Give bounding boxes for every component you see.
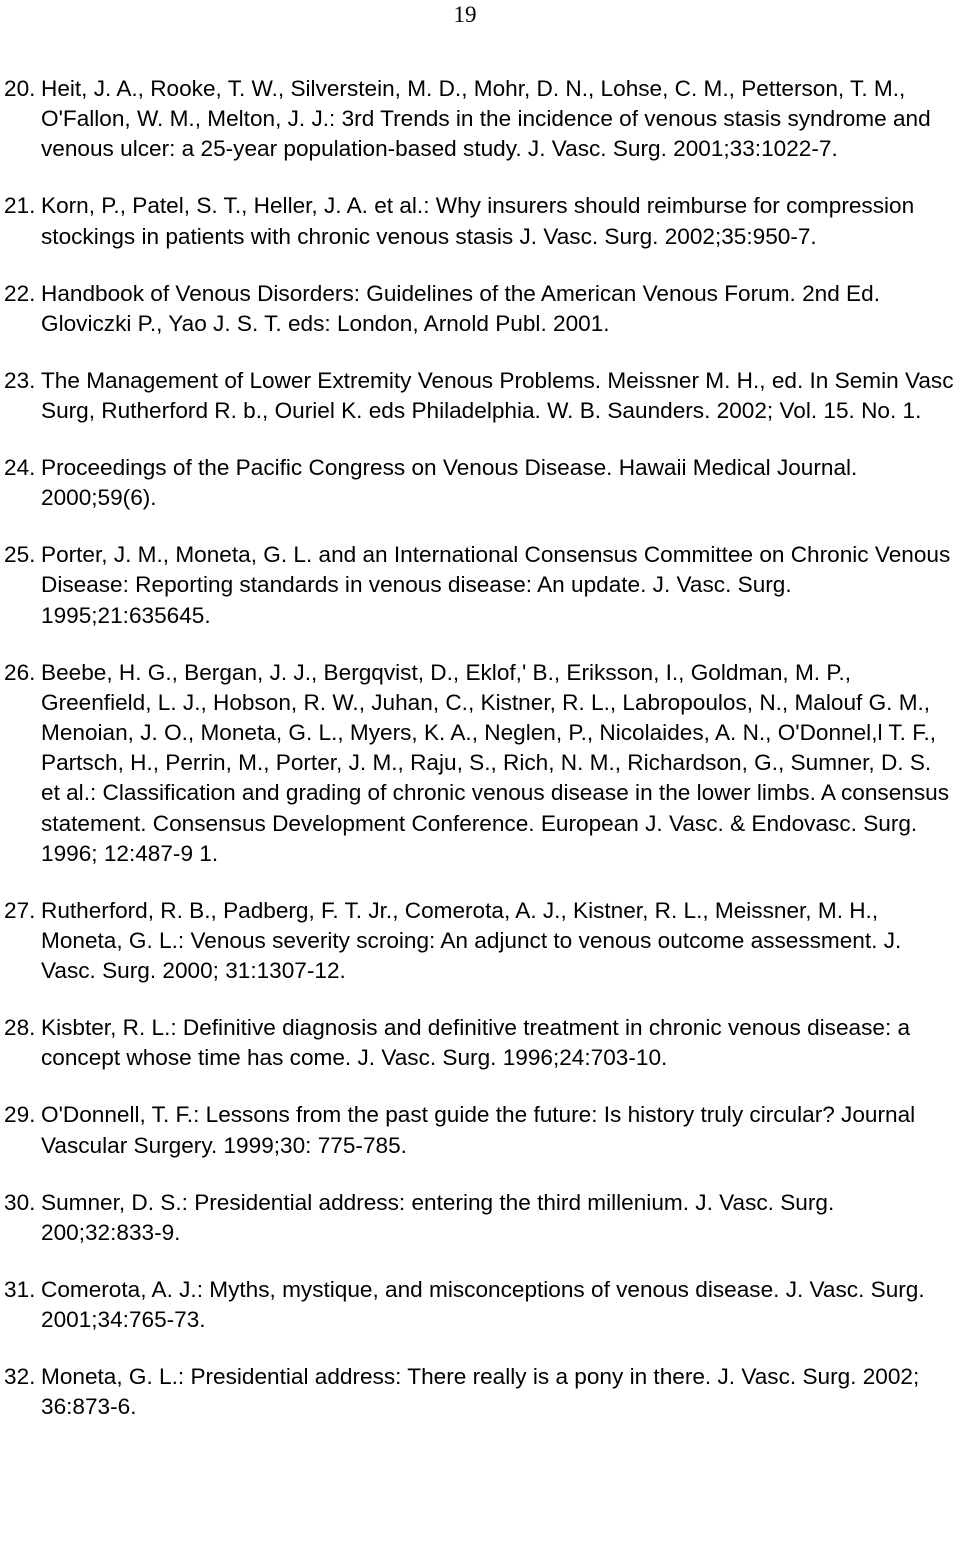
- reference-text: Rutherford, R. B., Padberg, F. T. Jr., Comerota, A. J., Kistner, R. L., Meissner, M. H., Moneta, G. L.: Venous severity scroing: An adjunct to venous outcome assessment. J. Vasc. Surg. 2000; 31:1307-12.: [41, 897, 902, 984]
- reference-text: The Management of Lower Extremity Venous Problems. Meissner M. H., ed. In Semin Vasc Surg, Rutherford R. b., Ouriel K. eds Philadelphia. W. B. Saunders. 2002; Vol. 15. No. 1.: [41, 367, 954, 424]
- reference-number: 32.: [4, 1364, 36, 1390]
- reference-text: Proceedings of the Pacific Congress on Venous Disease. Hawaii Medical Journal. 2000;59(6).: [41, 455, 858, 511]
- reference-text: Kisbter, R. L.: Definitive diagnosis and definitive treatment in chronic venous disease: a concept whose time has come. J. Vasc. Surg. 1996;24:703-10.: [41, 1015, 911, 1071]
- reference-number: 25.: [4, 542, 36, 568]
- reference-item: [0, 279, 960, 339]
- reference-item: [0, 540, 960, 631]
- page-number: 19: [453, 2, 477, 27]
- reference-number: 26.: [4, 659, 36, 685]
- reference-item: [0, 1100, 960, 1160]
- reference-number: 24.: [4, 455, 36, 481]
- reference-item: [0, 1275, 960, 1335]
- reference-text: Heit, J. A., Rooke, T. W., Silverstein, M. D., Mohr, D. N., Lohse, C. M., Petterson, T. M., O'Fallon, W. M., Melton, J. J.: 3rd Trends in the incidence of venous stasis syndrome and venous ulcer: a 25-year population-based study. J. Vasc. Surg. 2001;33:1022-7.: [41, 76, 931, 162]
- reference-item: [0, 1362, 960, 1422]
- reference-item: [0, 1188, 960, 1248]
- reference-number: 22.: [4, 280, 36, 306]
- reference-item: [0, 191, 960, 251]
- reference-list: [0, 74, 960, 1449]
- reference-text: O'Donnell, T. F.: Lessons from the past guide the future: Is history truly circular? Journal Vascular Surgery. 1999;30: 775-785.: [41, 1102, 916, 1158]
- reference-text: Korn, P., Patel, S. T., Heller, J. A. et al.: Why insurers should reimburse for compression stockings in patients with chronic venous stasis J. Vasc. Surg. 2002;35:950-7.: [41, 193, 915, 249]
- reference-number: 31.: [4, 1276, 36, 1302]
- reference-text: Comerota, A. J.: Myths, mystique, and misconceptions of venous disease. J. Vasc. Surg. 2001;34:765-73.: [41, 1276, 925, 1333]
- reference-item: [0, 453, 960, 513]
- reference-item: [0, 658, 960, 869]
- reference-number: 20.: [4, 76, 36, 101]
- reference-number: 21.: [4, 193, 36, 219]
- reference-item: [0, 896, 960, 987]
- reference-text: Sumner, D. S.: Presidential address: entering the third millenium. J. Vasc. Surg. 200;32:833-9.: [41, 1189, 835, 1245]
- reference-text: Beebe, H. G., Bergan, J. J., Bergqvist, D., Eklof,' B., Eriksson, I., Goldman, M. P., Greenfield, L. J., Hobson, R. W., Juhan, C., Kistner, R. L., Labropoulos, N., Malouf G. M., Menoian, J. O., Moneta, G. L., Myers, K. A., Neglen, P., Nicolaides, A. N., O'Donnel,l T. F., Partsch, H., Perrin, M., Porter, J. M., Raju, S., Rich, N. M., Richardson, G., Sumner, D. S. et al.: Classification and grading of chronic venous disease in the lower limbs. A consensus statement. Consensus Development Conference. European J. Vasc. & Endovasc. Surg. 1996; 12:487-9 1.: [41, 659, 950, 866]
- reference-text: Handbook of Venous Disorders: Guidelines of the American Venous Forum. 2nd Ed. Gloviczki P., Yao J. S. T. eds: London, Arnold Publ. 2001.: [41, 280, 880, 336]
- reference-number: 27.: [4, 897, 36, 923]
- reference-number: 28.: [4, 1015, 36, 1041]
- reference-number: 29.: [4, 1102, 36, 1128]
- reference-number: 30.: [4, 1189, 36, 1215]
- reference-item: [0, 1013, 960, 1073]
- reference-text: Porter, J. M., Moneta, G. L. and an International Consensus Committee on Chronic Venous Disease: Reporting standards in venous disease: An update. J. Vasc. Surg. 1995;21:635645.: [41, 542, 951, 628]
- reference-item: [0, 366, 960, 426]
- reference-item: [0, 74, 960, 165]
- reference-text: Moneta, G. L.: Presidential address: There really is a pony in there. J. Vasc. Surg. 2002; 36:873-6.: [41, 1364, 920, 1420]
- reference-number: 23.: [4, 367, 36, 393]
